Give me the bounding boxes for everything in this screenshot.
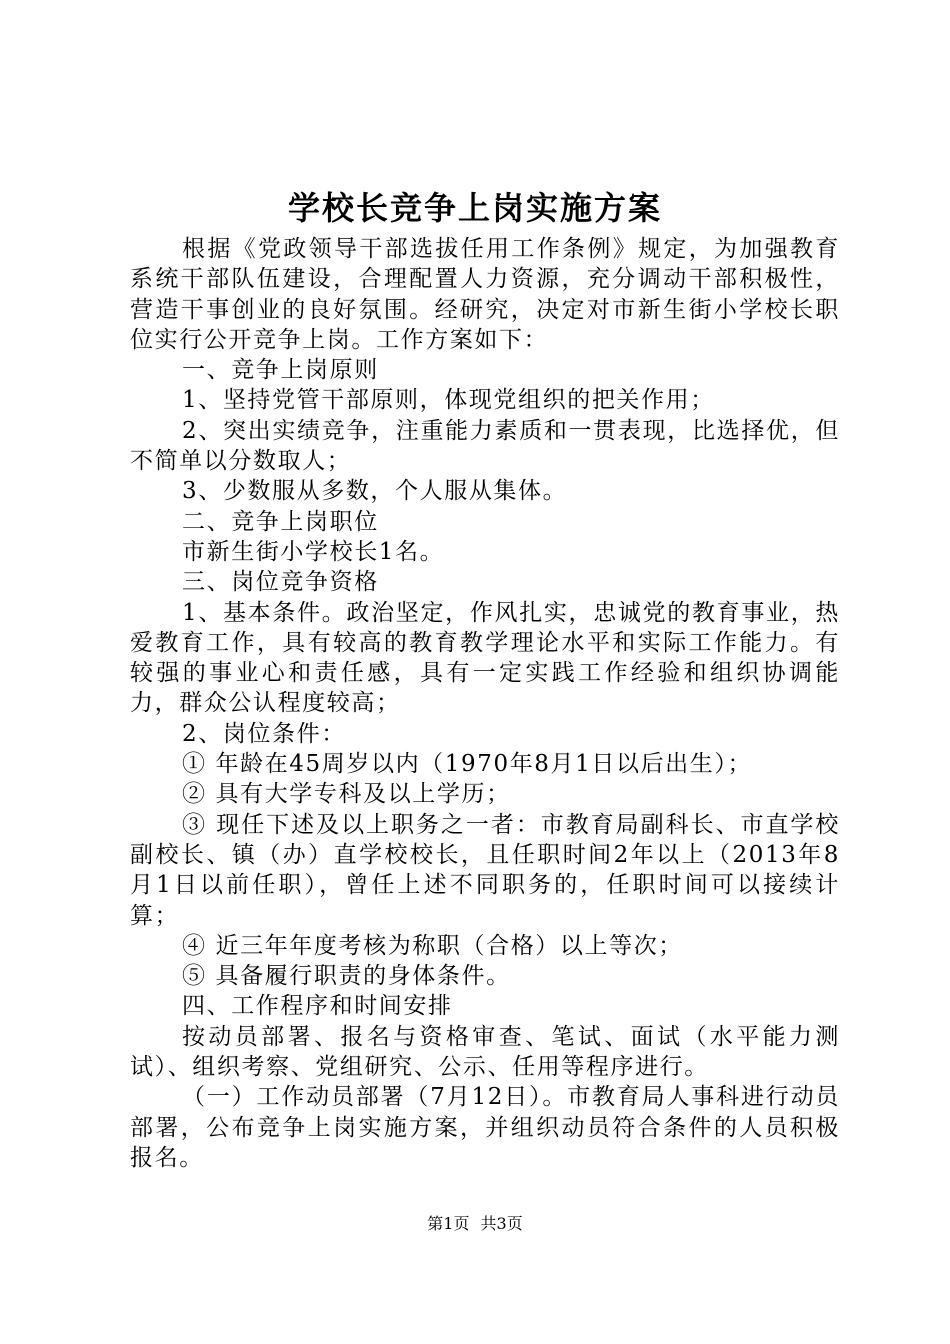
list-item: ⑤ 具备履行职责的身体条件。 bbox=[182, 963, 511, 990]
body-paragraph: 市新生街小学校长1名。 bbox=[182, 538, 445, 565]
list-item: ② 具有大学专科及以上学历； bbox=[182, 781, 511, 808]
section-heading: 二、竞争上岗职位 bbox=[182, 508, 379, 535]
body-paragraph: （一）工作动员部署（7月12日）。市教育局人事科进行动员部署，公布竞争上岗实施方案，并组织动员符合条件的人员积极报名。 bbox=[130, 1084, 840, 1171]
intro-paragraph: 根据《党政领导干部选拔任用工作条例》规定，为加强教育系统干部队伍建设，合理配置人力资源，充分调动干部积极性，营造干事创业的良好氛围。经研究，决定对市新生街小学校长职位实行公开竞争上岗。工作方案如下： bbox=[130, 236, 840, 353]
section-heading: 三、岗位竞争资格 bbox=[182, 569, 379, 596]
list-item: ③ 现任下述及以上职务之一者：市教育局副科长、市直学校副校长、镇（办）直学校校长，且任职时间2年以上（2013年8月1日以前任职），曾任上述不同职务的，任职时间可以接续计算； bbox=[130, 811, 840, 929]
body-paragraph: 1、基本条件。政治坚定，作风扎实，忠诚党的教育事业，热爱教育工作，具有较高的教育教学理论水平和实际工作能力。有较强的事业心和责任感，具有一定实践工作经验和组织协调能力，群众公认程度较高； bbox=[130, 599, 840, 717]
section-heading: 一、竞争上岗原则 bbox=[182, 357, 379, 384]
body-paragraph: 3、少数服从多数，个人服从集体。 bbox=[182, 478, 568, 505]
body-paragraph: 按动员部署、报名与资格审查、笔试、面试（水平能力测试）、组织考察、党组研究、公示、任用等程序进行。 bbox=[130, 1023, 840, 1081]
list-item: ① 年龄在45周岁以内（1970年8月1日以后出生）； bbox=[182, 751, 753, 778]
body-paragraph: 1、坚持党管干部原则，体现党组织的把关作用； bbox=[182, 387, 715, 414]
page-total: 共3页 bbox=[480, 1214, 523, 1233]
section-heading: 四、工作程序和时间安排 bbox=[182, 993, 453, 1020]
body-paragraph: 2、岗位条件： bbox=[182, 720, 346, 747]
page-footer bbox=[0, 1213, 950, 1235]
page-number: 第1页 bbox=[427, 1214, 470, 1233]
document-title: 学校长竞争上岗实施方案 bbox=[287, 189, 662, 227]
body-paragraph: 2、突出实绩竞争，注重能力素质和一贯表现，比选择优，但不简单以分数取人； bbox=[130, 417, 840, 475]
document-body bbox=[130, 234, 840, 1173]
list-item: ④ 近三年年度考核为称职（合格）以上等次； bbox=[182, 932, 683, 959]
